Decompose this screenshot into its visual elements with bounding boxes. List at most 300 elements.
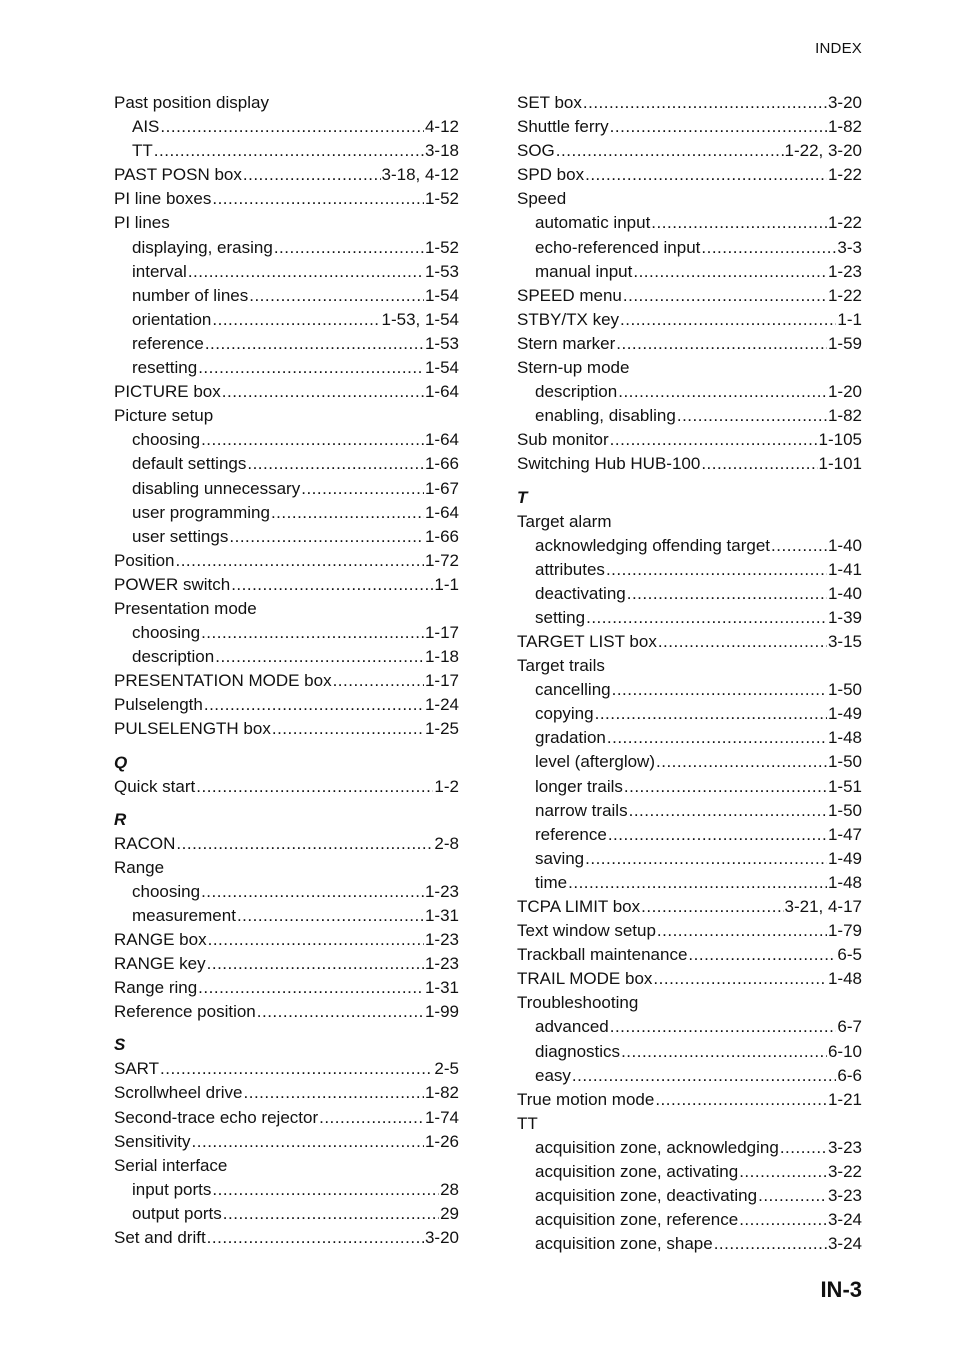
dot-leader — [641, 895, 783, 919]
index-term: gradation — [535, 728, 606, 748]
index-term: RACON — [114, 833, 176, 853]
index-term: Target alarm — [517, 511, 612, 531]
page-reference: 1-52 — [424, 189, 459, 209]
index-term: Serial interface — [114, 1155, 228, 1175]
dot-leader — [154, 139, 424, 163]
index-term: Reference position — [114, 1002, 256, 1022]
page-reference: 4-12 — [424, 117, 459, 137]
index-term: number of lines — [132, 285, 249, 305]
index-column-right — [517, 91, 862, 1256]
page-reference: 1-39 — [827, 607, 862, 627]
index-subentry — [114, 645, 459, 669]
index-subentry — [114, 904, 459, 928]
index-section-letter: T — [517, 487, 528, 507]
page-reference: 1-48 — [827, 872, 862, 892]
index-term: cancelling — [535, 680, 611, 700]
dot-leader — [623, 284, 827, 308]
index-term: interval — [132, 261, 187, 281]
page-reference: 1-50 — [827, 800, 862, 820]
dot-leader — [249, 284, 424, 308]
index-term: Target trails — [517, 656, 605, 676]
index-subentry — [517, 775, 862, 799]
index-term: description — [535, 382, 618, 402]
index-subentry — [114, 477, 459, 501]
index-entry — [517, 284, 862, 308]
page-reference: 1-47 — [827, 824, 862, 844]
index-term: TCPA LIMIT box — [517, 897, 641, 916]
dot-leader — [198, 976, 424, 1000]
dot-leader — [621, 1040, 827, 1064]
dot-leader — [176, 832, 433, 856]
index-term: Position — [114, 550, 175, 570]
index-entry — [114, 91, 459, 115]
index-term: True motion mode — [517, 1089, 655, 1109]
page-reference: 1-79 — [827, 921, 862, 941]
index-term: acquisition zone, acknowledging — [535, 1137, 779, 1157]
index-entry — [114, 187, 459, 211]
page-reference: 2-5 — [434, 1059, 459, 1079]
page-reference: 1-64 — [424, 382, 459, 402]
index-term: Scrollwheel drive — [114, 1083, 243, 1103]
index-subentry — [114, 1178, 459, 1202]
index-subentry — [517, 1040, 862, 1064]
page-reference: 1-40 — [827, 535, 862, 555]
index-term: acquisition zone, shape — [535, 1234, 713, 1254]
dot-leader — [212, 308, 380, 332]
index-term: choosing — [132, 430, 201, 450]
index-term: Switching Hub HUB-100 — [517, 454, 701, 474]
page-reference: 1-18 — [424, 647, 459, 667]
index-subentry — [517, 558, 862, 582]
index-entry — [114, 1226, 459, 1250]
index-subentry — [517, 404, 862, 428]
page-reference: 1-105 — [818, 430, 862, 450]
index-term: TT — [132, 141, 153, 161]
index-term: Past position display — [114, 93, 269, 112]
dot-leader — [231, 573, 433, 597]
index-term: copying — [535, 704, 594, 724]
index-term: setting — [535, 607, 586, 627]
dot-leader — [192, 1130, 424, 1154]
dot-leader — [212, 1178, 439, 1202]
page-reference: 1-20 — [827, 382, 862, 402]
index-entry — [114, 693, 459, 717]
page-reference: 1-40 — [827, 583, 862, 603]
index-subentry — [517, 606, 862, 630]
dot-leader — [586, 606, 827, 630]
dot-leader — [657, 919, 827, 943]
page-reference: 1-31 — [424, 978, 459, 998]
index-term: PI lines — [114, 213, 170, 233]
page-reference: 3-21, 4-17 — [784, 897, 862, 916]
index-entry — [517, 91, 862, 115]
index-term: SET box — [517, 93, 582, 112]
index-subentry — [114, 452, 459, 476]
index-entry — [114, 832, 459, 856]
page-reference: 1-59 — [827, 333, 862, 353]
index-term: Sub monitor — [517, 430, 609, 450]
running-header: INDEX — [815, 40, 862, 57]
dot-leader — [595, 702, 827, 726]
index-term: PI line boxes — [114, 189, 212, 209]
index-subentry — [114, 428, 459, 452]
index-entry — [517, 991, 862, 1015]
index-section-letter: R — [114, 809, 127, 829]
index-term: SART — [114, 1059, 160, 1079]
index-entry — [517, 654, 862, 678]
dot-leader — [758, 1184, 827, 1208]
index-entry — [517, 630, 862, 654]
index-entry — [114, 380, 459, 404]
index-term: Presentation mode — [114, 598, 257, 618]
page-reference: 3-24 — [827, 1234, 862, 1254]
index-subentry — [114, 501, 459, 525]
index-entry — [114, 1000, 459, 1024]
index-entry — [517, 308, 862, 332]
index-term: reference — [535, 824, 607, 844]
dot-leader — [739, 1208, 827, 1232]
page-reference: 3-18 — [424, 141, 459, 161]
dot-leader — [620, 308, 836, 332]
page-reference: 1-26 — [424, 1131, 459, 1151]
dot-leader — [610, 1015, 837, 1039]
dot-leader — [208, 928, 424, 952]
page-reference: 3-23 — [827, 1186, 862, 1206]
page-reference: 1-23 — [424, 930, 459, 949]
index-term: acknowledging offending target — [535, 535, 771, 555]
index-term: POWER switch — [114, 574, 231, 594]
index-subentry — [517, 211, 862, 235]
dot-leader — [222, 380, 424, 404]
page-reference: 1-49 — [827, 704, 862, 724]
index-term: Text window setup — [517, 921, 656, 941]
dot-leader — [175, 549, 423, 573]
dot-leader — [212, 187, 424, 211]
index-term: Range ring — [114, 978, 198, 998]
dot-leader — [607, 726, 827, 750]
index-entry — [517, 1088, 862, 1112]
dot-leader — [160, 115, 424, 139]
index-term: Set and drift — [114, 1228, 206, 1248]
index-term: TRAIL MODE box — [517, 969, 653, 989]
index-term: default settings — [132, 454, 247, 474]
page-reference: 1-49 — [827, 848, 862, 868]
dot-leader — [243, 163, 381, 187]
index-subentry — [517, 799, 862, 823]
index-subentry — [114, 260, 459, 284]
page-reference: 1-23 — [827, 261, 862, 281]
index-term: PRESENTATION MODE box — [114, 671, 332, 691]
dot-leader — [215, 645, 424, 669]
index-term: manual input — [535, 261, 633, 281]
dot-leader — [771, 534, 827, 558]
index-subentry — [517, 1015, 862, 1039]
dot-leader — [229, 525, 424, 549]
index-subentry — [517, 1184, 862, 1208]
dot-leader — [651, 211, 827, 235]
index-entry — [517, 967, 862, 991]
page-reference: 1-50 — [827, 752, 862, 772]
index-entry — [517, 163, 862, 187]
dot-leader — [257, 1000, 424, 1024]
dot-leader — [585, 847, 827, 871]
index-subentry — [114, 308, 459, 332]
index-entry — [517, 943, 862, 967]
index-term: PAST POSN box — [114, 165, 242, 185]
dot-leader — [656, 750, 827, 774]
dot-leader — [207, 952, 424, 976]
index-entry — [517, 452, 862, 476]
index-term: orientation — [132, 309, 212, 329]
index-term: Pulselength — [114, 695, 203, 715]
index-entry — [114, 976, 459, 1000]
index-term: acquisition zone, reference — [535, 1210, 739, 1230]
index-subentry — [114, 332, 459, 356]
index-entry — [517, 919, 862, 943]
page-reference: 3-22 — [827, 1162, 862, 1182]
index-term: Speed — [517, 189, 567, 209]
dot-leader — [244, 1081, 424, 1105]
dot-leader — [655, 1088, 827, 1112]
page-reference: 6-6 — [837, 1065, 862, 1085]
dot-leader — [198, 356, 424, 380]
dot-leader — [223, 1202, 439, 1226]
page-reference: 3-15 — [827, 631, 862, 651]
page-reference: 1-50 — [827, 680, 862, 700]
page-reference: 1-64 — [424, 430, 459, 450]
page-reference: 3-18, 4-12 — [381, 165, 459, 185]
index-term: longer trails — [535, 776, 623, 796]
dot-leader — [610, 115, 827, 139]
index-entry — [517, 139, 862, 163]
page-reference: 6-7 — [837, 1017, 862, 1037]
index-term: Sensitivity — [114, 1131, 191, 1151]
index-subentry — [517, 380, 862, 404]
index-section-letter: Q — [114, 752, 128, 772]
page-reference: 1-54 — [424, 285, 459, 305]
index-term: Stern marker — [517, 333, 616, 353]
index-subentry — [517, 534, 862, 558]
index-entry — [517, 1112, 862, 1136]
dot-leader — [204, 693, 424, 717]
index-term: TARGET LIST box — [517, 631, 657, 651]
dot-leader — [271, 501, 424, 525]
index-term: description — [132, 647, 215, 667]
index-subentry — [517, 726, 862, 750]
index-subentry — [517, 702, 862, 726]
dot-leader — [205, 332, 424, 356]
page-number: IN-3 — [820, 1277, 862, 1302]
page-reference: 3-24 — [827, 1210, 862, 1230]
index-term: RANGE key — [114, 954, 206, 974]
index-entry — [114, 404, 459, 428]
page-reference: 3-23 — [827, 1137, 862, 1157]
page-reference: 1-99 — [424, 1002, 459, 1022]
index-entry — [517, 428, 862, 452]
dot-leader — [677, 404, 827, 428]
index-term: TT — [517, 1113, 538, 1133]
dot-leader — [629, 799, 827, 823]
index-term: Shuttle ferry — [517, 117, 609, 137]
page-reference: 1-1 — [837, 309, 862, 329]
index-term: Stern-up mode — [517, 358, 630, 378]
index-term: attributes — [535, 559, 605, 579]
index-term: SPEED menu — [517, 285, 622, 305]
dot-leader — [568, 871, 827, 895]
index-subentry — [114, 115, 459, 139]
index-entry — [114, 211, 459, 235]
index-term: measurement — [132, 905, 236, 925]
index-term: saving — [535, 848, 585, 868]
page-reference: 1-52 — [424, 237, 459, 257]
index-term: narrow trails — [535, 800, 628, 820]
index-term: automatic input — [535, 213, 651, 233]
page-reference: 1-22 — [827, 165, 862, 185]
index-term: resetting — [132, 358, 198, 378]
index-term: PICTURE box — [114, 382, 221, 402]
dot-leader — [247, 452, 424, 476]
index-term: RANGE box — [114, 930, 207, 949]
dot-leader — [616, 332, 827, 356]
index-term: Trackball maintenance — [517, 945, 688, 965]
dot-leader — [606, 558, 827, 582]
index-term: diagnostics — [535, 1041, 621, 1061]
index-term: Range — [114, 857, 165, 877]
dot-leader — [624, 775, 827, 799]
page-reference: 1-22 — [827, 213, 862, 233]
dot-leader — [633, 260, 827, 284]
page-reference: 1-74 — [424, 1107, 459, 1127]
index-subentry — [517, 1232, 862, 1256]
index-term: acquisition zone, deactivating — [535, 1186, 758, 1206]
dot-leader — [608, 823, 827, 847]
dot-leader — [627, 582, 827, 606]
page-reference: 1-23 — [424, 881, 459, 901]
index-column-left — [114, 91, 459, 1250]
index-entry — [114, 1154, 459, 1178]
dot-leader — [319, 1106, 424, 1130]
index-subentry — [114, 1202, 459, 1226]
page-reference: 1-24 — [424, 695, 459, 715]
index-term: choosing — [132, 623, 201, 643]
index-subentry — [114, 284, 459, 308]
dot-leader — [201, 428, 424, 452]
index-term: SPD box — [517, 165, 585, 185]
dot-leader — [701, 452, 817, 476]
page-reference: 1-21 — [827, 1089, 862, 1109]
index-subentry — [517, 260, 862, 284]
page-reference: 1-82 — [827, 117, 862, 137]
index-section-letter: S — [114, 1035, 126, 1055]
index-entry — [114, 775, 459, 799]
dot-leader — [612, 678, 827, 702]
index-entry — [517, 115, 862, 139]
page-reference: 1-51 — [827, 776, 862, 796]
index-term: user programming — [132, 502, 270, 522]
index-term: displaying, erasing — [132, 237, 273, 257]
dot-leader — [274, 236, 424, 260]
page-reference: 1-54 — [424, 358, 459, 378]
dot-leader — [272, 717, 424, 741]
index-term: acquisition zone, activating — [535, 1162, 739, 1182]
index-entry — [114, 1130, 459, 1154]
index-term: Troubleshooting — [517, 993, 639, 1013]
index-subentry — [114, 880, 459, 904]
page-reference: 1-82 — [424, 1083, 459, 1103]
page-reference: 1-82 — [827, 406, 862, 426]
index-term: enabling, disabling — [535, 406, 676, 426]
index-entry — [114, 1106, 459, 1130]
dot-leader — [585, 163, 827, 187]
index-entry — [517, 187, 862, 211]
index-subentry — [517, 823, 862, 847]
index-term: deactivating — [535, 583, 626, 603]
index-subentry — [114, 236, 459, 260]
index-subentry — [517, 871, 862, 895]
dot-leader — [237, 904, 424, 928]
index-term: reference — [132, 333, 204, 353]
index-subentry — [517, 1208, 862, 1232]
page-reference: 1-72 — [424, 550, 459, 570]
index-subentry — [517, 1160, 862, 1184]
page-reference: 6-5 — [837, 945, 862, 965]
index-term: Second-trace echo rejector — [114, 1107, 319, 1127]
dot-leader — [618, 380, 827, 404]
index-entry — [114, 549, 459, 573]
index-entry — [114, 717, 459, 741]
index-entry — [114, 573, 459, 597]
dot-leader — [688, 943, 836, 967]
index-subentry — [517, 582, 862, 606]
dot-leader — [207, 1226, 424, 1250]
dot-leader — [188, 260, 424, 284]
page-reference: 1-53, 1-54 — [381, 309, 459, 329]
dot-leader — [701, 236, 836, 260]
dot-leader — [780, 1136, 827, 1160]
page-reference: 1-17 — [424, 671, 459, 691]
index-entry — [517, 510, 862, 534]
index-subentry — [517, 236, 862, 260]
index-term: level (afterglow) — [535, 752, 655, 772]
index-term: output ports — [132, 1203, 222, 1223]
dot-leader — [160, 1057, 433, 1081]
page-reference: 1-53 — [424, 333, 459, 353]
page-reference: 1-41 — [827, 559, 862, 579]
index-entry — [114, 163, 459, 187]
page-reference: 1-1 — [434, 574, 459, 594]
index-term: user settings — [132, 526, 229, 546]
dot-leader — [333, 669, 424, 693]
dot-leader — [556, 139, 784, 163]
dot-leader — [714, 1232, 827, 1256]
index-term: STBY/TX key — [517, 309, 620, 329]
dot-leader — [653, 967, 827, 991]
page-reference: 1-22, 3-20 — [784, 141, 862, 161]
page-reference: 28 — [440, 1179, 459, 1199]
page-reference: 1-53 — [424, 261, 459, 281]
index-term: input ports — [132, 1179, 212, 1199]
page-reference: 1-22 — [827, 285, 862, 305]
dot-leader — [196, 775, 433, 799]
index-term: PULSELENGTH box — [114, 719, 271, 739]
page-reference: 2-8 — [434, 833, 459, 853]
page-reference: 1-101 — [818, 454, 862, 474]
index-entry — [517, 332, 862, 356]
page-reference: 3-20 — [827, 93, 862, 112]
dot-leader — [201, 621, 424, 645]
index-entry — [114, 952, 459, 976]
page-reference: 1-23 — [424, 954, 459, 974]
